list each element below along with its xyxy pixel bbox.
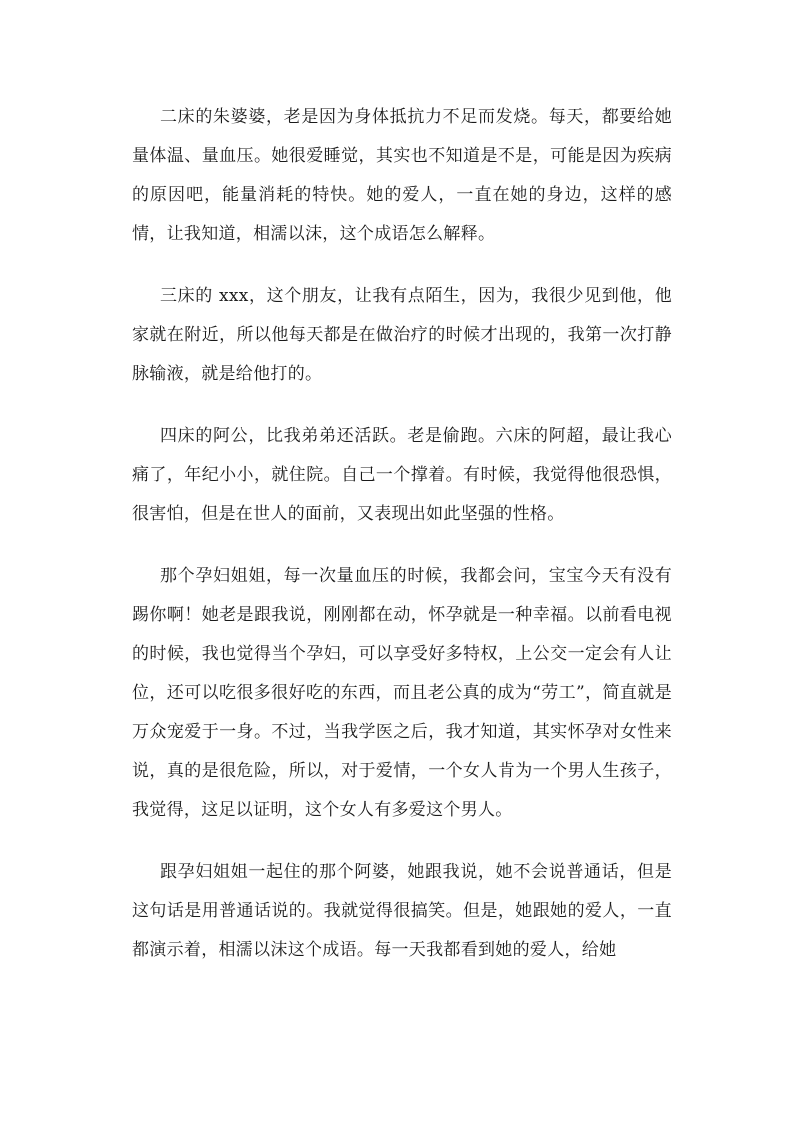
paragraph-pregnant-sister: 那个孕妇姐姐，每一次量血压的时候，我都会问，宝宝今天有没有踢你啊！她老是跟我说，刚刚都在动，怀孕就是一种幸福。以前看电视的时候，我也觉得当个孕妇，可以享受好多特权，上公交一定会有人让位，还可以吃很多很好吃的东西，而且老公真的成为“劳工”，简直就是万众宠爱于一身。不过，当我学医之后，我才知道，其实怀孕对女性来说，真的是很危险，所以，对于爱情，一个女人肯为一个男人生孩子，我觉得，这足以证明，这个女人有多爱这个男人。	[132, 566, 672, 820]
paragraph-bed-four-six: 四床的阿公，比我弟弟还活跃。老是偷跑。六床的阿超，最让我心痛了，年纪小小，就住院。自己一个撑着。有时候，我觉得他很恐惧，很害怕，但是在世人的面前，又表现出如此坚强的性格。	[132, 426, 672, 524]
paragraph-bed-two: 二床的朱婆婆，老是因为身体抵抗力不足而发烧。每天，都要给她量体温、量血压。她很爱睡觉，其实也不知道是不是，可能是因为疾病的原因吧，能量消耗的特快。她的爱人，一直在她的身边，这样的感情，让我知道，相濡以沫，这个成语怎么解释。	[132, 107, 672, 244]
paragraph-old-grandma: 跟孕妇姐姐一起住的那个阿婆，她跟我说，她不会说普通话，但是这句话是用普通话说的。我就觉得很搞笑。但是，她跟她的爱人，一直都演示着，相濡以沫这个成语。每一天我都看到她的爱人，给她	[132, 862, 672, 960]
document-body	[132, 98, 672, 993]
paragraph-bed-three: 三床的 xxx，这个朋友，让我有点陌生，因为，我很少见到他，他家就在附近，所以他每天都是在做治疗的时候才出现的，我第一次打静脉输液，就是给他打的。	[132, 286, 672, 384]
